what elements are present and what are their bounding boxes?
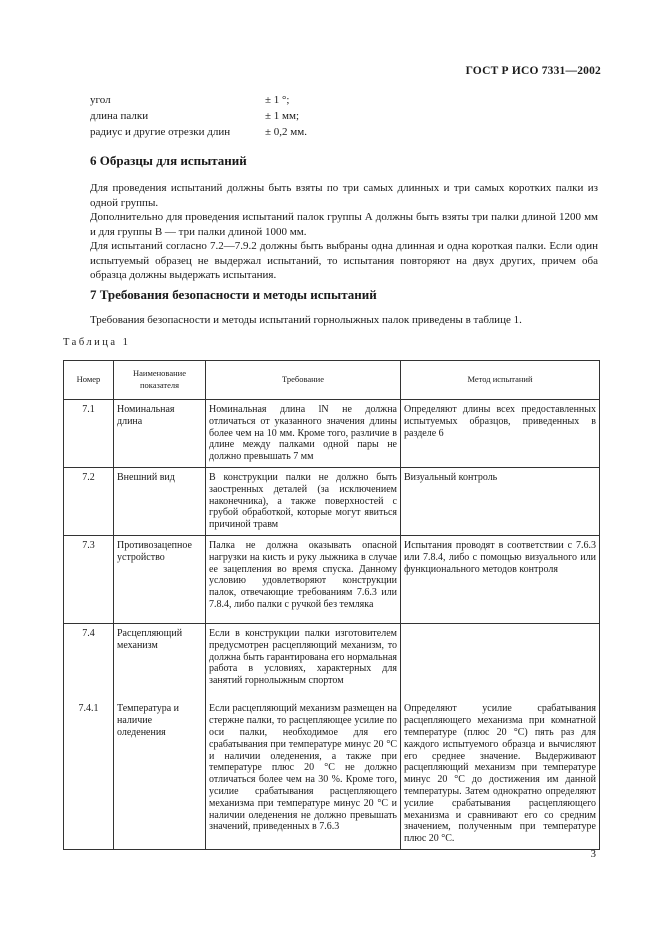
row-indicator: Расцепляющий механизм [114,623,206,699]
row-requirement: Если в конструкции палки изготовителем предусмотрен расцепляющий механизм, то должна быть гарантирована его нормальная работа в условиях, характерных для занятий горнолыжным спортом [206,623,401,699]
tolerance-list [90,92,307,140]
tolerance-value: ± 1 мм; [265,110,300,122]
paragraph: Дополнительно для проведения испытаний палок группы А должны быть взяты три палки длиной 1200 мм и для группы В — три палки длиной 1000 мм. [90,211,598,238]
paragraph: Для испытаний согласно 7.2—7.9.2 должны быть выбраны одна длинная и одна короткая палки. Если один испытуемый образец не выдержал испытаний, то испытания повторяют на двух других, причем оба образца должны выдержать испытания. [90,240,598,281]
row-requirement: Если расцепляющий механизм размещен на стержне палки, то расцепляющее усилие по оси палки, необходимое для его срабатывания при температуре минус 20 °С и наличии оледенения, а также при температуре плюс 20 °С не должно отличаться более чем на 30 %. Кроме того, усилие срабатывания расцепляющего механизма при температуре минус 20 °С и наличии оледенения не должно превышать значений, приведенных в 7.6.3 [206,699,401,849]
tolerance-label: радиус и другие отрезки длин [90,126,231,138]
header-requirement: Требование [206,361,401,400]
header-indicator: Наименование показателя [114,361,206,400]
requirements-table [63,360,600,850]
row-requirement: Палка не должна оказывать опасной нагрузки на кисть и руку лыжника в случае ее зацепления во время спуска. Данному условию удовлетворяют конструкции палок, отвечающие требованиям 7.6.3 или 7.8.4, либо палки с ручкой без темляка [206,535,401,623]
tolerance-value: ± 0,2 мм. [265,126,307,138]
tolerance-row [90,108,307,124]
row-indicator: Противозацепное устройство [114,535,206,623]
tolerance-value: ± 1 °; [265,94,290,106]
row-indicator: Температура и наличие оледенения [114,699,206,849]
tolerance-label: угол [90,94,111,106]
section-7-title: 7 Требования безопасности и методы испытаний [90,287,377,302]
row-requirement: В конструкции палки не должно быть заостренных деталей (за исключением наконечника), а также поверхностей с грубой обработкой, которые могут явиться причиной травм [206,467,401,535]
header-method: Метод испытаний [401,361,600,400]
row-number: 7.3 [64,535,114,623]
table-row [64,699,600,849]
row-number: 7.4.1 [64,699,114,849]
row-requirement: Номинальная длина lN не должна отличаться от указанного значения длины более чем на 10 мм. Кроме того, различие в длине между палками одной пары не должно превышать 7 мм [206,400,401,468]
header-number: Номер [64,361,114,400]
row-method: Испытания проводят в соответствии с 7.6.3 или 7.8.4, либо с помощью визуального или функционального методов контроля [401,535,600,623]
table-row [64,400,600,468]
section-6-body [90,181,598,283]
section-7-body [90,313,598,328]
tolerance-row [90,92,307,108]
table-row [64,623,600,699]
row-number: 7.1 [64,400,114,468]
paragraph: Для проведения испытаний должны быть взяты по три самых длинных и три самых коротких палки из одной группы. [90,182,598,209]
row-method: Определяют длины всех предоставленных испытуемых образцов, приведенных в разделе 6 [401,400,600,468]
page-number: 3 [590,848,596,860]
standard-code: ГОСТ Р ИСО 7331—2002 [465,65,601,77]
paragraph: Требования безопасности и методы испытаний горнолыжных палок приведены в таблице 1. [90,314,522,326]
row-indicator: Внешний вид [114,467,206,535]
table-row [64,535,600,623]
row-indicator: Номинальная длина [114,400,206,468]
tolerance-row [90,124,307,140]
tolerance-label: длина палки [90,110,149,122]
table-row [64,467,600,535]
row-number: 7.4 [64,623,114,699]
row-method [401,623,600,699]
table-header-row [64,361,600,400]
row-method: Визуальный контроль [401,467,600,535]
row-method: Определяют усилие срабатывания расцепляющего механизма при комнатной температуре (плюс 20 °С) пять раз для каждого испытуемого образца и вычисляют его среднее значение. Выдерживают расцепляющий механизм при температуре минус 20 °С до достижения им данной температуры. Затем однократно определяют усилие срабатывания расцепляющего механизма и сравнивают его со средним значением, полученным при температуре плюс 20 °С. [401,699,600,849]
row-number: 7.2 [64,467,114,535]
table-caption: Таблица 1 [63,337,131,348]
section-6-title: 6 Образцы для испытаний [90,153,247,168]
